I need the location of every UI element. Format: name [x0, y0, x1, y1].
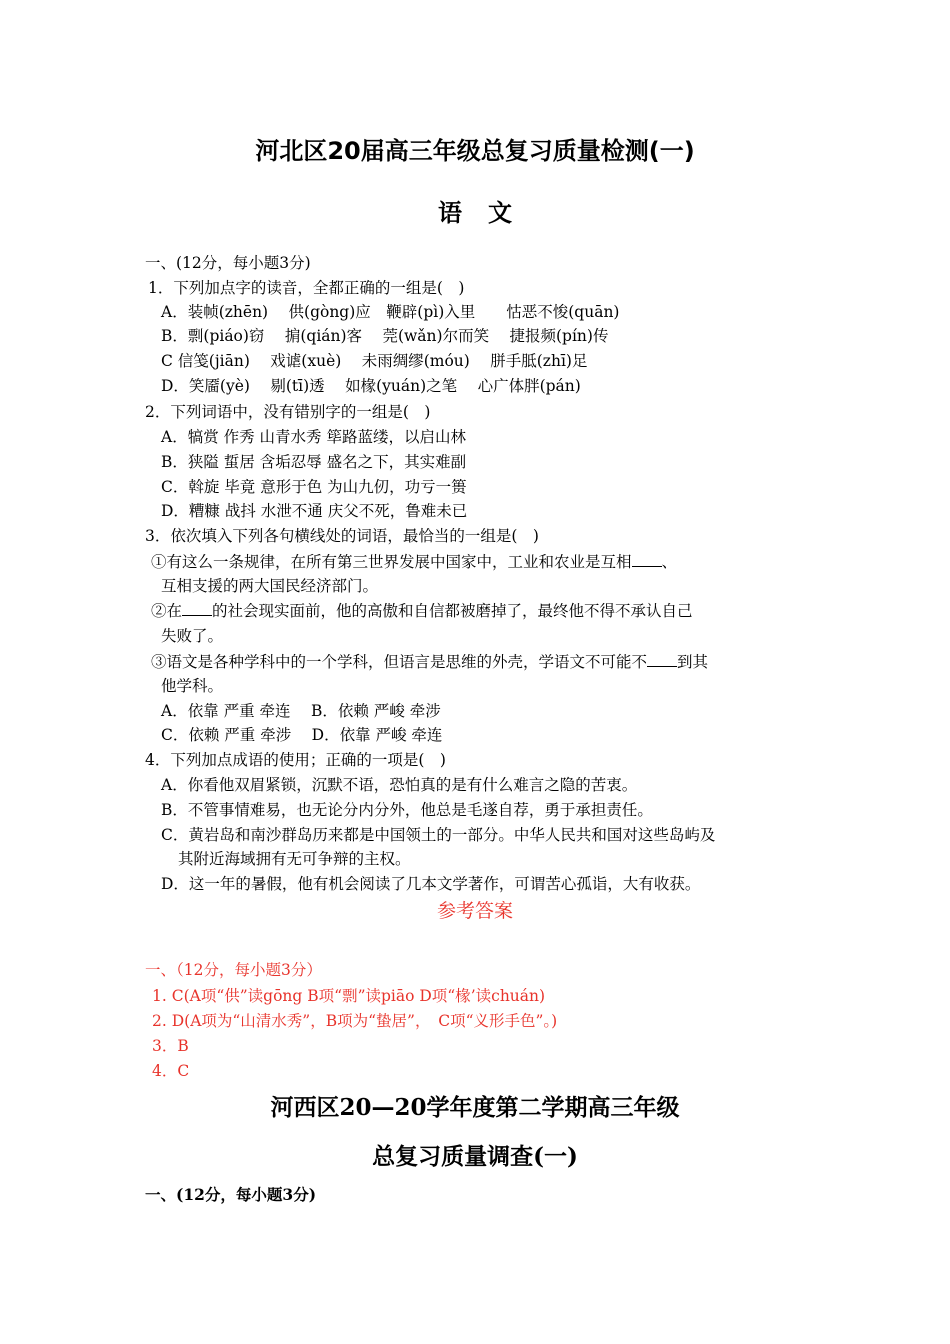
- question-1-option-a: A．装帧(zhēn) 供(gòng)应 鞭辟(pì)入里 怙恶不悛(quān): [161, 303, 620, 321]
- subject-title: 语文: [438, 199, 538, 227]
- question-2-stem: 2．下列词语中，没有错别字的一组是( ): [145, 403, 431, 421]
- question-3-sentence-2: [151, 600, 693, 622]
- sentence-2-tail: 的社会现实面前，他的高傲和自信都被磨掉了，最终他不得不承认自己: [212, 602, 693, 620]
- second-exam-title-line-1: 河西区20—20学年度第二学期高三年级: [270, 1094, 680, 1121]
- answer-1: 1. C(A项“供”读gōng B项“剽”读piāo D项“椽’读chuán): [152, 987, 546, 1005]
- sentence-3-tail: 到其: [677, 653, 709, 671]
- question-2-option-c: C．斡旋 毕竟 意形于色 为山九仞，功亏一篑: [161, 478, 467, 496]
- question-1-option-c: C 信笺(jiān) 戏谑(xuè) 未雨绸缪(móu) 胼手胝(zhī)足: [161, 352, 588, 370]
- sentence-2-text: ②在: [151, 602, 183, 620]
- question-3-sentence-3: [151, 651, 708, 673]
- exam-title: 河北区20届高三年级总复习质量检测(一): [255, 137, 695, 165]
- question-4-option-c: C．黄岩岛和南沙群岛历来都是中国领土的一部分。中华人民共和国对这些岛屿及: [161, 826, 716, 844]
- question-2-option-b: B．狭隘 蜇居 含垢忍辱 盛名之下，其实难副: [161, 453, 467, 471]
- blank-3: [647, 652, 677, 667]
- answer-4: 4．C: [152, 1062, 190, 1080]
- section-heading: 一、(12分，每小题3分): [145, 254, 311, 272]
- question-1-option-b: B．剽(piáo)窃 掮(qián)客 莞(wǎn)尔而笑 捷报频(pín)传: [161, 327, 609, 345]
- answer-3: 3．B: [152, 1037, 189, 1055]
- question-4-option-b: B．不管事情难易，也无论分内分外，他总是毛遂自荐，勇于承担责任。: [161, 801, 653, 819]
- question-3-sentence-2-cont: 失败了。: [161, 627, 224, 645]
- answer-2: 2. D(A项为“山清水秀”，B项为“蛰居”， C项“义形手色”。): [152, 1012, 558, 1030]
- question-4-option-a: A．你看他双眉紧锁，沉默不语，恐怕真的是有什么难言之隐的苦衷。: [161, 776, 638, 794]
- sentence-3-text: ③语文是各种学科中的一个学科，但语言是思维的外壳，学语文不可能不: [151, 653, 648, 671]
- blank-2: [182, 601, 212, 616]
- answer-section-heading: 一、（12分，每小题3分）: [145, 961, 322, 979]
- question-4-stem: 4．下列加点成语的使用；正确的一项是( ): [145, 751, 446, 769]
- question-3-options-ab: A．依靠 严重 牵连 B．依赖 严峻 牵涉: [161, 702, 441, 720]
- sentence-1-text: ①有这么一条规律，在所有第三世界发展中国家中，工业和农业是互相: [151, 553, 632, 571]
- question-3-sentence-1-cont: 互相支援的两大国民经济部门。: [161, 577, 379, 595]
- blank-1: [632, 552, 662, 567]
- second-exam-title-line-2: 总复习质量调查(一): [372, 1143, 578, 1170]
- question-4-option-d: D．这一年的暑假，他有机会阅读了几本文学著作，可谓苦心孤诣，大有收获。: [161, 875, 701, 893]
- question-4-option-c-cont: 其附近海域拥有无可争辩的主权。: [178, 850, 411, 868]
- question-2-option-a: A．犒赏 作秀 山青水秀 筚路蓝缕，以启山林: [161, 428, 466, 446]
- question-2-option-d: D．糟糠 战抖 水泄不通 庆父不死，鲁难未已: [161, 502, 468, 520]
- question-3-options-cd: C．依赖 严重 牵涉 D．依靠 严峻 牵连: [161, 726, 443, 744]
- answer-key-title: 参考答案: [436, 900, 513, 922]
- question-3-stem: 3．依次填入下列各句横线处的词语，最恰当的一组是( ): [145, 527, 539, 545]
- question-1-option-d: D．笑靥(yè) 剔(tī)透 如椽(yuán)之笔 心广体胖(pán): [161, 377, 581, 395]
- question-1-stem: 1．下列加点字的读音，全都正确的一组是( ): [148, 279, 465, 297]
- question-3-sentence-1: [151, 551, 677, 573]
- sentence-1-tail: 、: [661, 553, 678, 571]
- second-section-heading: 一、(12分，每小题3分): [145, 1185, 317, 1204]
- question-3-sentence-3-cont: 他学科。: [161, 677, 224, 695]
